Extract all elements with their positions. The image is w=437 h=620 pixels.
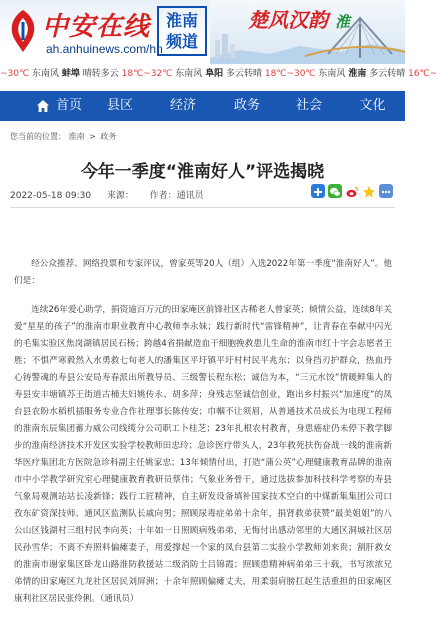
channel-line2: 频道	[165, 32, 198, 51]
article-source: 来源：	[106, 191, 134, 201]
article-paragraph: 经公众推荐、网络投票和专家评议，曾家英等20人（组）入选2022年第一季度“淮南好人”。他们是：	[14, 259, 392, 286]
breadcrumb-separator: >	[89, 132, 96, 141]
main-nav	[0, 91, 405, 121]
anhui-logo-icon	[6, 8, 40, 54]
share-bar	[311, 184, 393, 198]
channel-slogan	[248, 4, 350, 33]
article-body	[14, 256, 392, 620]
nav-item-government[interactable]: 政务	[233, 98, 260, 113]
weather-city: 蚌埠	[61, 69, 80, 79]
channel-badge[interactable]	[157, 6, 207, 56]
wechat-icon[interactable]	[328, 184, 342, 198]
breadcrumb	[10, 131, 116, 142]
weather-temp: ~30℃	[0, 69, 30, 79]
site-header-banner	[0, 0, 405, 64]
article-datetime: 2022-05-18 09:30	[10, 191, 92, 201]
breadcrumb-prefix: 您当前的位置：	[10, 132, 66, 141]
weather-condition: 多云转晴	[369, 69, 406, 79]
weather-city: 阜阳	[205, 69, 224, 79]
site-url: ah.anhuinews.com/hn	[46, 42, 163, 56]
home-icon	[36, 99, 50, 113]
nav-item-society[interactable]: 社会	[295, 98, 322, 113]
weibo-icon[interactable]	[345, 184, 359, 198]
weather-condition: 晴转多云	[82, 69, 119, 79]
nav-item-culture[interactable]: 文化	[359, 98, 386, 113]
slogan-green-text: 淮	[334, 13, 350, 31]
article-paragraph: 连续26年爱心助学，捐资逾百万元的田家庵区前锋社区古稀老人曾家英；倾情公益，连续8年关爱“星星的孩子”的淮南市职业教育中心教师李永妹；践行新时代“雷锋精神”，让青春在奉献中闪光的毛集实验区焦岗湖镇居民石杨；跨越4省捐献造血干细胞挽救患儿生命的淮南市红十字会志愿者王胜；不惧严寒毅然入水勇救七旬老人的潘集区平圩镇平圩村村民平兆东；以身挡刃护群众，热血丹心铸警魂的寿县公安局寿春派出所教导员、三级警长程东松；诚信为本，“三元水饺”情暖鲜集人的寿县安丰塘镇苏王街道古桶夫妇姚传永、胡多萍；身残志坚诚信创业，跑出乡村振兴“加速度”的凤台县农盼水稻机插服务专业合作社理事长陈传安；巾帼不让须眉，从普通技术员成长为电现工程师的淮南东辰集团蓄力威公司线缆分公司职工卜桂芝；23年扎根农村教育，身患癌症仍未停下教学脚步的淮南经济技术开发区实验学校教师田忠玲；急诊医疗带头人，23年救死扶伤奋战一线的淮南新华医疗集团北方医院急诊科副主任姚家忠；13年倾情付出，打造“蒲公英”心理健康教育品牌的淮南市中小学教学研究室心理健康教育教研员蔡伟；气象业务骨干，通过选拔参加科技科学考察的寿县气象局观测站站长凌新锋；践行工匠精神，自主研发设备填补国家技术空白的中煤新集集团公司口孜东矿资深技师、通风区监测队长戚向男；照顾尿毒症弟弟十余年，捐肾救弟获赞“最美姐姐”的八公山区钱湖村三组村民李向英；十年如一日照顾病残弟弟，无悔付出感动邻里的大通区洞城社区居民孙雪华；不离不弃照料偏瘫妻子，用爱撑起一个家的凤台县第二实验小学教师刘来贵；割肝救女的淮南市谢家集区卧龙山路淮防救援站二级消防士吕锦霞；照顾患精神病弟弟三十载，书写浓浓兄弟情的田家庵区九龙社区居民刘屏洲；十余年照顾偏瘫丈夫，用柔弱肩膀扛起生活重担的田家庵区康利社区居民张伶俐。（通讯员）	[14, 305, 392, 604]
article-title: 今年一季度“淮南好人”评选揭晓	[80, 162, 325, 182]
nav-item-county[interactable]: 县区	[106, 98, 133, 113]
weather-strip	[0, 66, 437, 82]
weather-temp: 16℃~	[408, 69, 437, 79]
weather-wind: 东南风	[31, 69, 59, 79]
plus-share-icon[interactable]	[311, 184, 325, 198]
qq-zone-icon[interactable]	[362, 184, 376, 198]
weather-city: 淮南	[348, 69, 367, 79]
weather-wind: 东南风	[175, 69, 203, 79]
article-meta	[10, 188, 204, 201]
weather-temp: 18℃~32℃	[121, 69, 173, 79]
weather-temp: 18℃~30℃	[264, 69, 316, 79]
article-author: 作者：通讯员	[149, 191, 204, 201]
slogan-red-text: 楚风汉韵	[248, 8, 328, 32]
title-divider	[10, 207, 395, 208]
nav-item-home[interactable]	[0, 91, 90, 121]
nav-item-economy[interactable]: 经济	[169, 98, 196, 113]
weather-condition: 多云转晴	[225, 69, 262, 79]
breadcrumb-link-government[interactable]: 政务	[100, 132, 117, 141]
more-share-icon[interactable]	[379, 184, 393, 198]
channel-line1: 淮南	[165, 11, 198, 30]
site-logo-title[interactable]: 中安在线	[42, 12, 151, 42]
nav-home-label: 首页	[56, 98, 83, 113]
weather-wind: 东南风	[318, 69, 346, 79]
breadcrumb-link-huainan[interactable]: 淮南	[68, 132, 85, 141]
